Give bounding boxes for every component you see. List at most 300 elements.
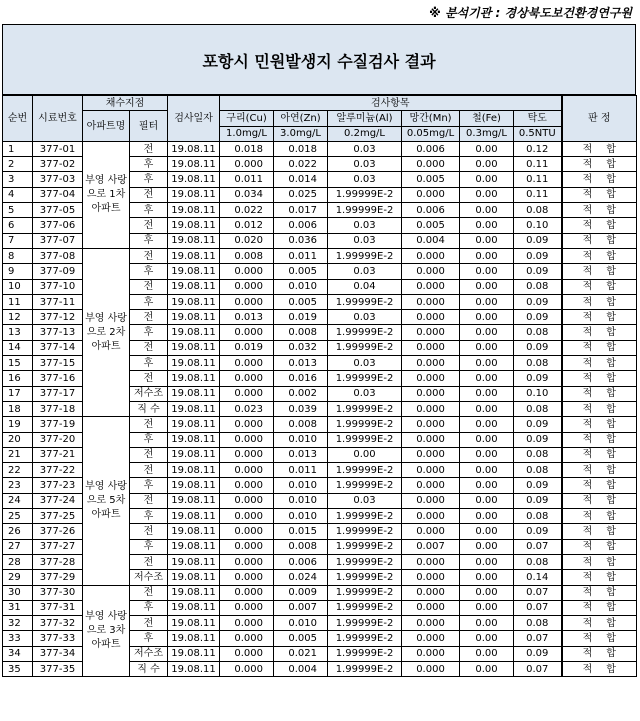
cell-filter: 전 [130,248,168,263]
cell-seq: 25 [3,509,33,524]
cell-al: 1.99999E-2 [328,539,402,554]
cell-test-date: 19.08.11 [168,203,220,218]
cell-test-date: 19.08.11 [168,524,220,539]
cell-zn: 0.039 [274,401,328,416]
cell-turbidity: 0.07 [514,585,562,600]
cell-mn: 0.000 [402,616,460,631]
cell-mn: 0.000 [402,631,460,646]
cell-seq: 7 [3,233,33,248]
verdict-char-1: 적 [582,327,593,339]
cell-filter: 저수조 [130,386,168,401]
cell-cu: 0.000 [220,157,274,172]
cell-mn: 0.000 [402,524,460,539]
cell-seq: 26 [3,524,33,539]
cell-turbidity: 0.09 [514,233,562,248]
cell-verdict [562,417,637,432]
cell-test-date: 19.08.11 [168,600,220,615]
verdict-char-2: 합 [606,174,616,186]
cell-zn: 0.010 [274,493,328,508]
verdict-char-2: 합 [606,296,616,308]
verdict-char-2: 합 [606,403,616,415]
cell-mn: 0.005 [402,172,460,187]
verdict-char-2: 합 [606,556,616,568]
cell-seq: 23 [3,478,33,493]
cell-sample-no: 377-21 [33,447,83,462]
cell-test-date: 19.08.11 [168,616,220,631]
cell-cu: 0.020 [220,233,274,248]
verdict-char-2: 합 [606,357,616,369]
cell-zn: 0.021 [274,646,328,661]
cell-verdict [562,447,637,462]
cell-turbidity: 0.09 [514,248,562,263]
cell-zn: 0.016 [274,371,328,386]
cell-mn: 0.004 [402,233,460,248]
cell-fe: 0.00 [460,356,514,371]
cell-seq: 13 [3,325,33,340]
verdict-char-1: 적 [582,434,593,446]
cell-filter: 후 [130,478,168,493]
cell-test-date: 19.08.11 [168,233,220,248]
cell-verdict [562,371,637,386]
cell-al: 1.99999E-2 [328,570,402,585]
cell-verdict [562,570,637,585]
cell-zn: 0.018 [274,141,328,156]
title-box [2,24,636,95]
cell-turbidity: 0.09 [514,646,562,661]
cell-al: 1.99999E-2 [328,616,402,631]
cell-verdict [562,509,637,524]
cell-test-date: 19.08.11 [168,218,220,233]
cell-zn: 0.010 [274,432,328,447]
cell-sample-no: 377-04 [33,187,83,202]
cell-sample-no: 377-27 [33,539,83,554]
cell-turbidity: 0.09 [514,417,562,432]
cell-verdict [562,646,637,661]
cell-fe: 0.00 [460,401,514,416]
cell-al: 1.99999E-2 [328,203,402,218]
cell-verdict [562,325,637,340]
cell-sample-no: 377-05 [33,203,83,218]
cell-cu: 0.000 [220,356,274,371]
verdict-char-2: 합 [606,250,616,262]
verdict-char-2: 합 [606,617,616,629]
cell-cu: 0.022 [220,203,274,218]
cell-al: 1.99999E-2 [328,600,402,615]
cell-zn: 0.002 [274,386,328,401]
verdict-char-1: 적 [582,403,593,415]
verdict-char-2: 합 [606,510,616,522]
cell-fe: 0.00 [460,509,514,524]
cell-fe: 0.00 [460,264,514,279]
verdict-char-2: 합 [606,495,616,507]
cell-cu: 0.000 [220,493,274,508]
cell-zn: 0.032 [274,340,328,355]
cell-turbidity: 0.08 [514,401,562,416]
cell-test-date: 19.08.11 [168,493,220,508]
verdict-char-1: 적 [582,204,593,216]
cell-fe: 0.00 [460,187,514,202]
verdict-char-2: 합 [606,342,616,354]
cell-test-date: 19.08.11 [168,432,220,447]
cell-verdict [562,340,637,355]
cell-filter: 직 수 [130,401,168,416]
cell-fe: 0.00 [460,141,514,156]
cell-test-date: 19.08.11 [168,585,220,600]
limit-al: 0.2mg/L [328,126,402,141]
cell-test-date: 19.08.11 [168,157,220,172]
verdict-char-1: 적 [582,372,593,384]
cell-fe: 0.00 [460,616,514,631]
table-row [3,585,637,600]
cell-sample-no: 377-24 [33,493,83,508]
cell-al: 0.03 [328,157,402,172]
cell-filter: 후 [130,325,168,340]
cell-test-date: 19.08.11 [168,371,220,386]
verdict-char-2: 합 [606,541,616,553]
source-note [0,0,640,24]
cell-filter: 저수조 [130,570,168,585]
cell-verdict [562,356,637,371]
cell-apartment: 부영 사랑으로 3차아파트 [83,585,130,677]
cell-turbidity: 0.08 [514,203,562,218]
cell-seq: 32 [3,616,33,631]
cell-filter: 전 [130,417,168,432]
cell-al: 1.99999E-2 [328,417,402,432]
cell-cu: 0.000 [220,417,274,432]
cell-al: 0.03 [328,310,402,325]
cell-filter: 전 [130,310,168,325]
cell-test-date: 19.08.11 [168,401,220,416]
verdict-char-1: 적 [582,158,593,170]
cell-verdict [562,248,637,263]
cell-apartment: 부영 사랑으로 5차아파트 [83,417,130,585]
cell-filter: 후 [130,157,168,172]
cell-verdict [562,310,637,325]
cell-cu: 0.008 [220,248,274,263]
cell-turbidity: 0.07 [514,600,562,615]
cell-verdict [562,524,637,539]
cell-zn: 0.010 [274,616,328,631]
cell-turbidity: 0.09 [514,264,562,279]
verdict-char-1: 적 [582,235,593,247]
cell-zn: 0.011 [274,248,328,263]
cell-verdict [562,203,637,218]
cell-filter: 직 수 [130,661,168,676]
cell-cu: 0.012 [220,218,274,233]
cell-test-date: 19.08.11 [168,294,220,309]
cell-mn: 0.000 [402,585,460,600]
cell-test-date: 19.08.11 [168,310,220,325]
verdict-char-1: 적 [582,464,593,476]
cell-mn: 0.000 [402,432,460,447]
cell-mn: 0.007 [402,539,460,554]
cell-seq: 19 [3,417,33,432]
cell-sample-no: 377-23 [33,478,83,493]
cell-cu: 0.000 [220,585,274,600]
verdict-char-2: 합 [606,220,616,232]
cell-sample-no: 377-32 [33,616,83,631]
cell-cu: 0.011 [220,172,274,187]
cell-seq: 1 [3,141,33,156]
cell-al: 1.99999E-2 [328,187,402,202]
cell-apartment: 부영 사랑으로 1차아파트 [83,141,130,248]
verdict-char-1: 적 [582,388,593,400]
cell-zn: 0.025 [274,187,328,202]
cell-sample-no: 377-17 [33,386,83,401]
cell-filter: 전 [130,554,168,569]
cell-turbidity: 0.09 [514,310,562,325]
cell-al: 1.99999E-2 [328,646,402,661]
cell-verdict [562,294,637,309]
cell-filter: 전 [130,340,168,355]
cell-al: 1.99999E-2 [328,631,402,646]
cell-fe: 0.00 [460,570,514,585]
verdict-char-2: 합 [606,648,616,660]
cell-filter: 후 [130,509,168,524]
cell-filter: 전 [130,279,168,294]
cell-al: 0.00 [328,447,402,462]
cell-cu: 0.000 [220,539,274,554]
cell-al: 0.03 [328,233,402,248]
cell-turbidity: 0.07 [514,631,562,646]
verdict-char-1: 적 [582,281,593,293]
cell-fe: 0.00 [460,371,514,386]
cell-filter: 후 [130,203,168,218]
cell-mn: 0.000 [402,661,460,676]
cell-cu: 0.018 [220,141,274,156]
cell-verdict [562,218,637,233]
cell-fe: 0.00 [460,539,514,554]
cell-al: 0.03 [328,264,402,279]
table-row [3,141,637,156]
cell-filter: 후 [130,539,168,554]
verdict-char-1: 적 [582,525,593,537]
cell-turbidity: 0.07 [514,539,562,554]
cell-sample-no: 377-02 [33,157,83,172]
header-item-mn: 망간(Mn) [402,111,460,126]
cell-al: 1.99999E-2 [328,585,402,600]
cell-cu: 0.000 [220,447,274,462]
cell-verdict [562,463,637,478]
limit-cu: 1.0mg/L [220,126,274,141]
cell-zn: 0.010 [274,509,328,524]
cell-test-date: 19.08.11 [168,340,220,355]
cell-zn: 0.010 [274,478,328,493]
cell-verdict [562,432,637,447]
cell-fe: 0.00 [460,172,514,187]
verdict-char-2: 합 [606,143,616,155]
header-seq: 순번 [3,96,33,142]
cell-sample-no: 377-13 [33,325,83,340]
cell-sample-no: 377-18 [33,401,83,416]
cell-mn: 0.005 [402,218,460,233]
verdict-char-1: 적 [582,648,593,660]
cell-mn: 0.000 [402,386,460,401]
verdict-char-2: 합 [606,158,616,170]
cell-sample-no: 377-33 [33,631,83,646]
verdict-char-1: 적 [582,250,593,262]
cell-al: 1.99999E-2 [328,371,402,386]
verdict-char-2: 합 [606,372,616,384]
header-sample-no: 시료번호 [33,96,83,142]
cell-zn: 0.010 [274,279,328,294]
cell-cu: 0.000 [220,478,274,493]
cell-al: 1.99999E-2 [328,661,402,676]
verdict-char-2: 합 [606,311,616,323]
verdict-char-2: 합 [606,434,616,446]
cell-cu: 0.000 [220,294,274,309]
cell-mn: 0.000 [402,417,460,432]
cell-test-date: 19.08.11 [168,509,220,524]
cell-test-date: 19.08.11 [168,264,220,279]
cell-verdict [562,386,637,401]
cell-cu: 0.000 [220,432,274,447]
cell-cu: 0.023 [220,401,274,416]
limit-zn: 3.0mg/L [274,126,328,141]
verdict-char-1: 적 [582,357,593,369]
cell-al: 0.03 [328,356,402,371]
verdict-char-1: 적 [582,189,593,201]
cell-seq: 14 [3,340,33,355]
cell-sample-no: 377-16 [33,371,83,386]
cell-al: 1.99999E-2 [328,432,402,447]
cell-cu: 0.000 [220,279,274,294]
cell-fe: 0.00 [460,386,514,401]
cell-cu: 0.000 [220,631,274,646]
cell-turbidity: 0.09 [514,371,562,386]
cell-mn: 0.000 [402,264,460,279]
cell-filter: 후 [130,631,168,646]
cell-test-date: 19.08.11 [168,172,220,187]
cell-turbidity: 0.08 [514,463,562,478]
cell-mn: 0.000 [402,554,460,569]
verdict-char-2: 합 [606,464,616,476]
cell-verdict [562,141,637,156]
cell-fe: 0.00 [460,585,514,600]
cell-fe: 0.00 [460,203,514,218]
cell-mn: 0.000 [402,325,460,340]
cell-turbidity: 0.11 [514,187,562,202]
cell-zn: 0.008 [274,325,328,340]
cell-zn: 0.036 [274,233,328,248]
cell-fe: 0.00 [460,432,514,447]
cell-cu: 0.000 [220,509,274,524]
cell-mn: 0.000 [402,187,460,202]
cell-sample-no: 377-06 [33,218,83,233]
cell-verdict [562,554,637,569]
cell-filter: 후 [130,172,168,187]
cell-fe: 0.00 [460,325,514,340]
cell-seq: 10 [3,279,33,294]
verdict-char-1: 적 [582,571,593,583]
cell-cu: 0.000 [220,570,274,585]
cell-seq: 15 [3,356,33,371]
cell-mn: 0.000 [402,310,460,325]
cell-cu: 0.000 [220,646,274,661]
cell-zn: 0.008 [274,539,328,554]
cell-fe: 0.00 [460,554,514,569]
cell-sample-no: 377-03 [33,172,83,187]
verdict-char-1: 적 [582,541,593,553]
cell-test-date: 19.08.11 [168,248,220,263]
cell-seq: 11 [3,294,33,309]
cell-zn: 0.022 [274,157,328,172]
source-note-text: ※ 분석기관 : 경상북도보건환경연구원 [429,6,632,20]
cell-filter: 후 [130,294,168,309]
cell-mn: 0.000 [402,356,460,371]
cell-fe: 0.00 [460,310,514,325]
cell-seq: 35 [3,661,33,676]
cell-seq: 8 [3,248,33,263]
header-verdict: 판 정 [562,96,637,142]
verdict-char-1: 적 [582,342,593,354]
cell-test-date: 19.08.11 [168,554,220,569]
cell-turbidity: 0.12 [514,141,562,156]
cell-verdict [562,157,637,172]
cell-al: 1.99999E-2 [328,340,402,355]
cell-al: 1.99999E-2 [328,294,402,309]
cell-filter: 후 [130,356,168,371]
cell-test-date: 19.08.11 [168,646,220,661]
verdict-char-2: 합 [606,388,616,400]
cell-sample-no: 377-30 [33,585,83,600]
verdict-char-2: 합 [606,189,616,201]
cell-al: 1.99999E-2 [328,509,402,524]
cell-seq: 18 [3,401,33,416]
cell-filter: 후 [130,600,168,615]
cell-zn: 0.017 [274,203,328,218]
cell-turbidity: 0.08 [514,356,562,371]
cell-filter: 전 [130,187,168,202]
cell-verdict [562,616,637,631]
cell-sample-no: 377-11 [33,294,83,309]
cell-zn: 0.011 [274,463,328,478]
cell-seq: 33 [3,631,33,646]
cell-fe: 0.00 [460,340,514,355]
cell-zn: 0.019 [274,310,328,325]
cell-seq: 2 [3,157,33,172]
cell-zn: 0.013 [274,356,328,371]
cell-zn: 0.004 [274,661,328,676]
cell-seq: 21 [3,447,33,462]
cell-turbidity: 0.07 [514,661,562,676]
cell-sample-no: 377-22 [33,463,83,478]
verdict-char-1: 적 [582,617,593,629]
header-item-turbidity: 탁도 [514,111,562,126]
cell-zn: 0.005 [274,264,328,279]
cell-sample-no: 377-28 [33,554,83,569]
verdict-char-1: 적 [582,174,593,186]
cell-mn: 0.000 [402,570,460,585]
cell-al: 1.99999E-2 [328,401,402,416]
table-row [3,417,637,432]
cell-test-date: 19.08.11 [168,631,220,646]
cell-seq: 29 [3,570,33,585]
cell-zn: 0.005 [274,631,328,646]
cell-test-date: 19.08.11 [168,386,220,401]
cell-test-date: 19.08.11 [168,187,220,202]
cell-al: 0.03 [328,218,402,233]
cell-mn: 0.000 [402,478,460,493]
verdict-char-2: 합 [606,265,616,277]
cell-turbidity: 0.11 [514,172,562,187]
results-table [2,95,637,677]
cell-cu: 0.000 [220,524,274,539]
cell-turbidity: 0.14 [514,570,562,585]
cell-test-date: 19.08.11 [168,539,220,554]
cell-fe: 0.00 [460,294,514,309]
cell-filter: 전 [130,141,168,156]
